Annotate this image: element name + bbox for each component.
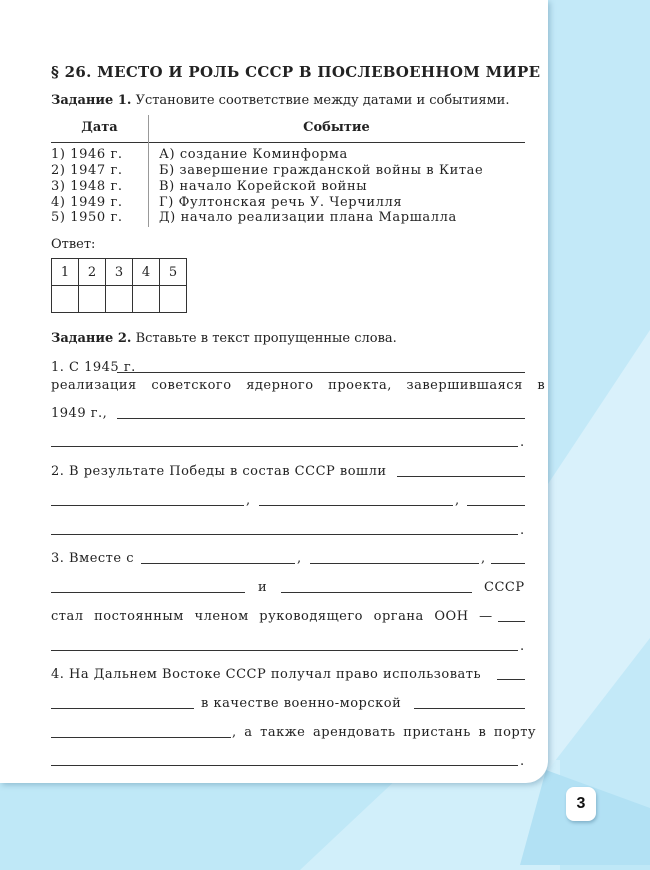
date-cell: 1) 1946 г.	[51, 147, 123, 162]
answer-header: 2	[79, 259, 106, 286]
answer-header: 4	[133, 259, 160, 286]
q2-text: 2. В результате Победы в состав СССР вошли	[51, 464, 387, 479]
task1-text: Установите соответствие между датами и событиями.	[135, 93, 510, 108]
task1-label: Задание 1.	[51, 93, 132, 108]
blank-line[interactable]	[51, 505, 244, 506]
page-number: 3	[566, 787, 596, 821]
q3-text: стал постоянным членом руководящего органа ООН —	[51, 609, 493, 624]
q3-text: 3. Вместе с	[51, 551, 134, 566]
blank-line[interactable]	[51, 650, 518, 651]
event-cell: А) создание Коминформа	[159, 147, 348, 162]
date-cell: 3) 1948 г.	[51, 179, 123, 194]
blank-line[interactable]	[310, 563, 479, 564]
column-date: Дата	[81, 120, 118, 135]
table-divider	[148, 115, 149, 227]
event-cell: Д) начало реализации плана Маршалла	[159, 210, 457, 225]
blank-line[interactable]	[51, 592, 245, 593]
task2-heading	[51, 331, 397, 346]
answer-header: 3	[106, 259, 133, 286]
blank-line[interactable]	[51, 708, 194, 709]
event-cell: Г) Фултонская речь У. Черчилля	[159, 195, 403, 210]
date-cell: 4) 1949 г.	[51, 195, 123, 210]
period: .	[520, 523, 525, 538]
answer-header: 5	[160, 259, 187, 286]
blank-line[interactable]	[467, 505, 525, 506]
comma: ,	[481, 551, 486, 566]
blank-line[interactable]	[498, 621, 525, 622]
answer-label: Ответ:	[51, 237, 96, 252]
blank-line[interactable]	[414, 708, 525, 709]
column-event: Событие	[303, 120, 370, 135]
comma: ,	[246, 493, 251, 508]
q1-text: реализация советского ядерного проекта, завершившаяся в	[51, 378, 546, 393]
blank-line[interactable]	[141, 563, 295, 564]
q3-ussr: СССР	[484, 580, 525, 595]
q4-text: 4. На Дальнем Востоке СССР получал право использовать	[51, 667, 482, 682]
blank-line[interactable]	[51, 737, 231, 738]
blank-line[interactable]	[51, 446, 518, 447]
blank-line[interactable]	[259, 505, 453, 506]
blank-line[interactable]	[497, 679, 525, 680]
comma: ,	[297, 551, 302, 566]
event-cell: В) начало Корейской войны	[159, 179, 368, 194]
task2-label: Задание 2.	[51, 331, 132, 346]
section-title: § 26. МЕСТО И РОЛЬ СССР В ПОСЛЕВОЕННОМ МИРЕ	[51, 63, 541, 81]
answer-header: 1	[52, 259, 79, 286]
answer-grid	[51, 258, 187, 313]
blank-line[interactable]	[397, 476, 525, 477]
answer-cell[interactable]	[106, 286, 133, 313]
comma: ,	[455, 493, 460, 508]
q1-text: 1949 г.,	[51, 406, 108, 421]
blank-line[interactable]	[491, 563, 525, 564]
blank-line[interactable]	[117, 418, 525, 419]
period: .	[520, 639, 525, 654]
task1-heading	[51, 93, 509, 108]
date-cell: 5) 1950 г.	[51, 210, 123, 225]
answer-cell[interactable]	[160, 286, 187, 313]
date-cell: 2) 1947 г.	[51, 163, 123, 178]
answer-cell[interactable]	[133, 286, 160, 313]
blank-line[interactable]	[51, 534, 518, 535]
task2-text: Вставьте в текст пропущенные слова.	[135, 331, 397, 346]
q1-text: 1. С 1945 г.	[51, 360, 136, 375]
q4-text: , а также арендовать пристань в порту	[232, 725, 537, 740]
period: .	[520, 435, 525, 450]
answer-cell[interactable]	[52, 286, 79, 313]
blank-line[interactable]	[117, 372, 525, 373]
blank-line[interactable]	[51, 765, 518, 766]
event-cell: Б) завершение гражданской войны в Китае	[159, 163, 484, 178]
q4-text: в качестве военно-морской	[201, 696, 402, 711]
period: .	[520, 754, 525, 769]
q3-and: и	[258, 580, 268, 595]
answer-cell[interactable]	[79, 286, 106, 313]
match-table-header	[51, 120, 525, 143]
blank-line[interactable]	[281, 592, 472, 593]
